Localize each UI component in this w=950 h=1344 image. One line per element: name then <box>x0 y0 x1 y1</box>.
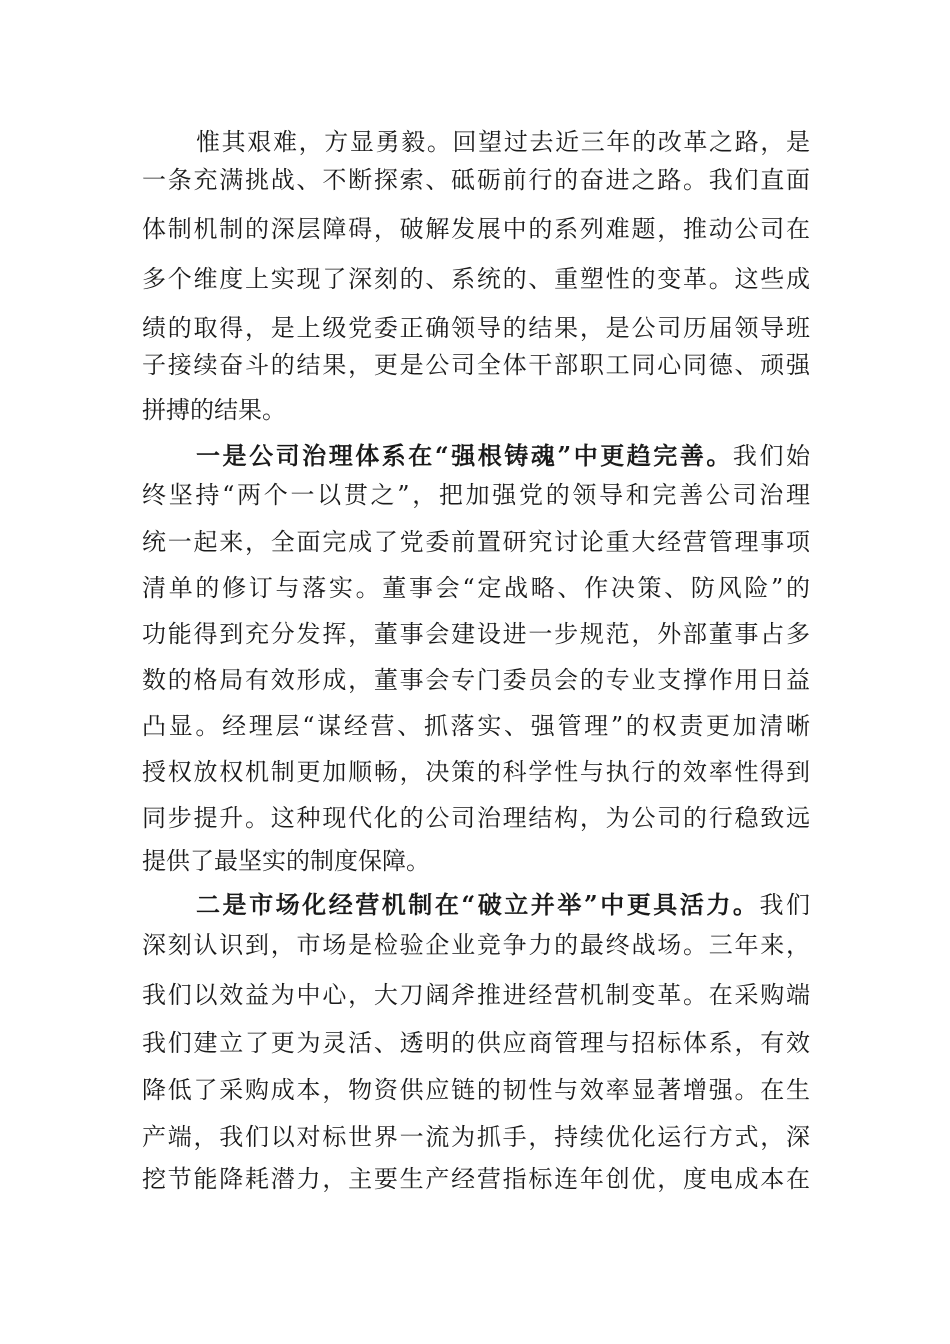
p1-line-5: 绩的取得，是上级党委正确领导的结果，是公司历届领导班 <box>142 314 810 342</box>
p2-line-2: 终坚持“两个一以贯之”，把加强党的领导和完善公司治理 <box>142 481 810 509</box>
p2-first-line-rest: 我们始 <box>732 442 810 470</box>
p3-bold-lead: 二是市场化经营机制在“破立并举”中更具活力。 <box>196 890 760 919</box>
p2-line-1 <box>196 436 810 476</box>
p1-line-4: 多个维度上实现了深刻的、系统的、重塑性的变革。这些成 <box>142 265 810 293</box>
p2-line-4: 清单的修订与落实。董事会“定战略、作决策、防风险”的 <box>142 574 810 602</box>
p1-line-1: 惟其艰难，方显勇毅。回望过去近三年的改革之路，是 <box>196 128 810 156</box>
p3-line-4: 我们建立了更为灵活、透明的供应商管理与招标体系，有效 <box>142 1029 810 1057</box>
p2-line-8: 授权放权机制更加顺畅，决策的科学性与执行的效率性得到 <box>142 758 810 786</box>
p3-line-3: 我们以效益为中心，大刀阔斧推进经营机制变革。在采购端 <box>142 981 810 1009</box>
p2-line-5: 功能得到充分发挥，董事会建设进一步规范，外部董事占多 <box>142 620 810 648</box>
p2-line-7: 凸显。经理层“谋经营、抓落实、强管理”的权责更加清晰 <box>142 712 810 740</box>
p3-line-7: 挖节能降耗潜力，主要生产经营指标连年创优，度电成本在 <box>142 1165 810 1193</box>
p2-bold-lead: 一是公司治理体系在“强根铸魂”中更趋完善。 <box>196 441 733 470</box>
p1-line-7: 拼搏的结果。 <box>142 396 286 424</box>
p3-line-2: 深刻认识到，市场是检验企业竞争力的最终战场。三年来， <box>142 931 810 959</box>
p2-line-3: 统一起来，全面完成了党委前置研究讨论重大经营管理事项 <box>142 528 810 556</box>
p1-line-2: 一条充满挑战、不断探索、砥砺前行的奋进之路。我们直面 <box>142 166 810 194</box>
p2-line-10: 提供了最坚实的制度保障。 <box>142 847 430 875</box>
p2-line-9: 同步提升。这种现代化的公司治理结构，为公司的行稳致远 <box>142 804 810 832</box>
p1-line-6: 子接续奋斗的结果，更是公司全体干部职工同心同德、顽强 <box>142 351 810 379</box>
p2-line-6: 数的格局有效形成，董事会专门委员会的专业支撑作用日益 <box>142 666 810 694</box>
p3-line-5: 降低了采购成本，物资供应链的韧性与效率显著增强。在生 <box>142 1076 810 1104</box>
p3-line-1 <box>196 885 810 925</box>
p3-first-line-rest: 我们 <box>759 891 811 919</box>
p1-line-3: 体制机制的深层障碍，破解发展中的系列难题，推动公司在 <box>142 215 810 243</box>
p3-line-6: 产端，我们以对标世界一流为抓手，持续优化运行方式，深 <box>142 1123 810 1151</box>
